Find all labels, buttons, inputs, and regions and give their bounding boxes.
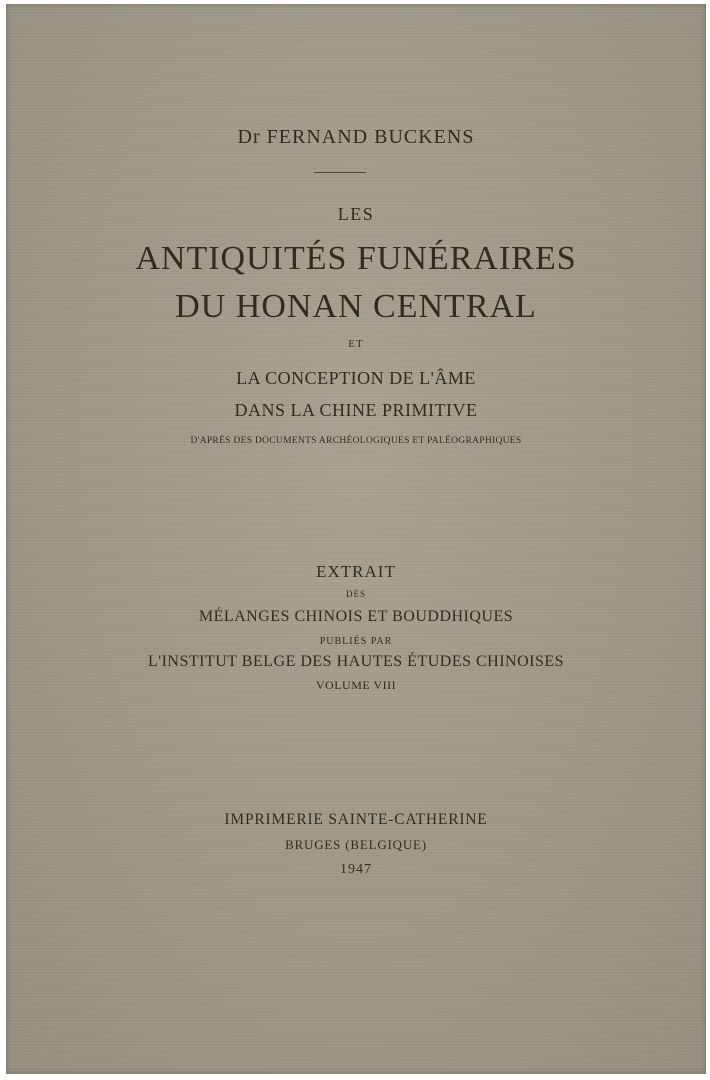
publication-title: MÉLANGES CHINOIS ET BOUDDHIQUES: [198, 608, 514, 625]
published-by: PUBLIÉS PAR: [319, 636, 393, 647]
title-line-2: DU HONAN CENTRAL: [175, 288, 537, 325]
title-conjunction: ET: [348, 338, 364, 350]
extract-label: EXTRAIT: [316, 562, 396, 581]
divider-rule: [314, 172, 366, 173]
volume-number: VOLUME VIII: [315, 678, 397, 692]
subtitle-line-1: LA CONCEPTION DE L'ÂME: [236, 368, 476, 388]
title-line-1: ANTIQUITÉS FUNÉRAIRES: [135, 240, 577, 277]
author-name: Dr FERNAND BUCKENS: [237, 126, 475, 148]
extract-des: DES: [345, 589, 366, 599]
subtitle-note: D'APRÈS DES DOCUMENTS ARCHÉOLOGIQUES ET PALÉOGRAPHIQUES: [190, 436, 522, 446]
title-lead: LES: [337, 204, 375, 224]
book-cover: [6, 4, 706, 1074]
print-place: BRUGES (BELGIQUE): [285, 837, 427, 852]
printer-name: IMPRIMERIE SAINTE-CATHERINE: [224, 811, 488, 828]
publication-year: 1947: [340, 862, 372, 877]
institute-name: L'INSTITUT BELGE DES HAUTES ÉTUDES CHINOISES: [147, 653, 565, 670]
subtitle-line-2: DANS LA CHINE PRIMITIVE: [234, 400, 478, 420]
